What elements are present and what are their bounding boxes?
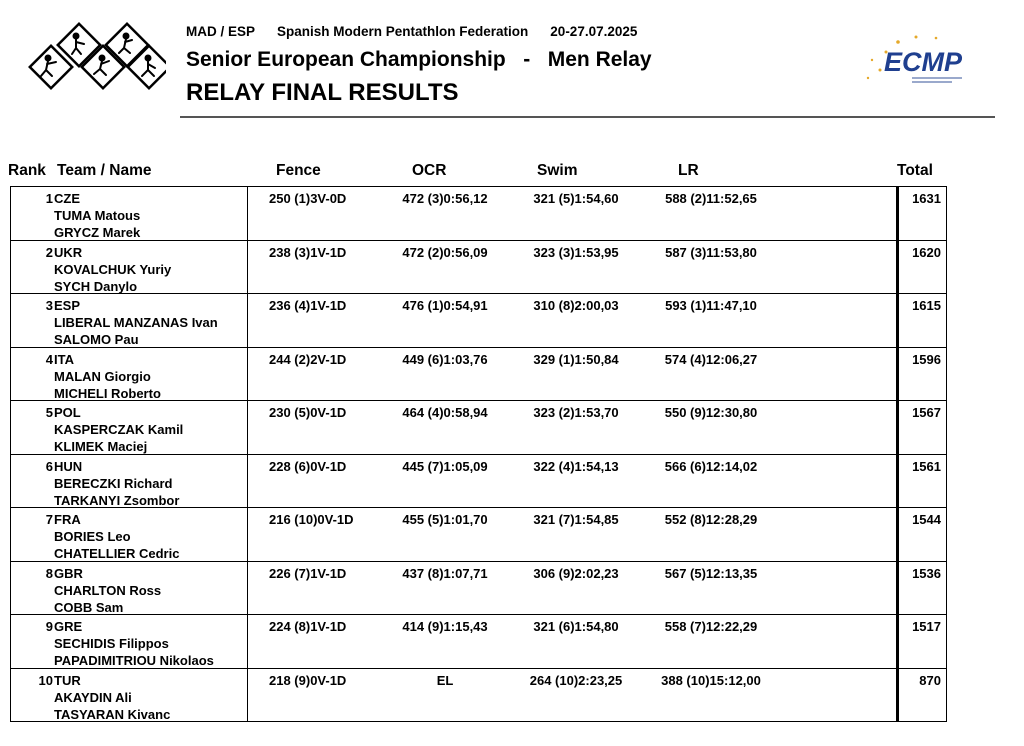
athlete-name: TUMA Matous [54, 208, 141, 223]
swim-score: 321 (6)1:54,80 [533, 619, 619, 634]
athlete-name: SECHIDIS Filippos [54, 636, 169, 651]
fence-score: 250 (1)3V-0D [269, 191, 347, 206]
lr-score: 552 (8)12:28,29 [664, 512, 758, 527]
athlete-name: KOVALCHUK Yuriy [54, 261, 172, 277]
swim-score: 321 (7)1:54,85 [533, 512, 619, 527]
event-separator: - [523, 48, 531, 71]
fence-score: 238 (3)1V-1D [269, 244, 347, 260]
event-category: Men Relay [547, 48, 652, 71]
location-text: MAD / ESP [186, 24, 256, 39]
athlete-name: MICHELI Roberto [54, 385, 161, 401]
event-line [186, 48, 652, 72]
lr-score: 388 (10)15:12,00 [661, 672, 761, 688]
col-fence-header: Fence [276, 162, 321, 179]
table-row [11, 668, 946, 722]
athlete-name: PAPADIMITRIOU Nikolaos [54, 653, 214, 668]
athlete-name: AKAYDIN Ali [54, 689, 132, 705]
ocr-score: 414 (9)1:15,43 [402, 619, 488, 634]
table-row [11, 614, 946, 668]
ocr-score: 445 (7)1:05,09 [402, 458, 488, 474]
athlete-name: SALOMO Pau [54, 332, 139, 347]
team-code: TUR [54, 672, 81, 688]
rank-cell: 7 [45, 512, 53, 527]
team-code: UKR [54, 244, 83, 260]
pentathlon-logo-icon [26, 22, 166, 100]
rank-cell: 6 [45, 458, 53, 474]
event-name: Senior European Championship [186, 48, 506, 71]
athlete-name: SYCH Danylo [54, 278, 138, 294]
rank-cell: 10 [38, 672, 53, 688]
team-code: FRA [54, 512, 81, 527]
ocr-score: 449 (6)1:03,76 [402, 351, 488, 367]
lr-score: 588 (2)11:52,65 [665, 191, 757, 206]
fence-score: 244 (2)2V-1D [269, 351, 347, 367]
table-row [11, 454, 946, 508]
athlete-name: KLIMEK Maciej [54, 439, 148, 454]
team-code: POL [54, 405, 81, 420]
col-rank-header: Rank [8, 162, 46, 179]
total-score: 1561 [912, 458, 941, 474]
lr-score: 593 (1)11:47,10 [665, 298, 757, 313]
total-score: 1596 [912, 351, 941, 367]
swim-score: 329 (1)1:50,84 [533, 351, 619, 367]
swim-score: 323 (3)1:53,95 [533, 244, 619, 260]
rank-cell: 8 [45, 565, 53, 581]
team-code: GRE [54, 619, 83, 634]
total-score: 1567 [912, 405, 941, 420]
ocr-score: 455 (5)1:01,70 [402, 512, 488, 527]
header-info-line [186, 24, 659, 39]
athlete-name: GRYCZ Marek [54, 225, 141, 240]
col-lr-header: LR [678, 162, 699, 179]
swim-score: 321 (5)1:54,60 [533, 191, 619, 206]
total-score: 1631 [912, 191, 941, 206]
total-score: 870 [919, 672, 941, 688]
header-divider [180, 116, 995, 118]
ocr-score: EL [436, 672, 454, 688]
lr-score: 558 (7)12:22,29 [664, 619, 758, 634]
fence-score: 236 (4)1V-1D [269, 298, 347, 313]
athlete-name: LIBERAL MANZANAS Ivan [54, 315, 218, 330]
athlete-name: MALAN Giorgio [54, 368, 151, 384]
dates-text: 20-27.07.2025 [550, 24, 638, 39]
fence-score: 218 (9)0V-1D [269, 672, 347, 688]
rank-cell: 3 [45, 298, 53, 313]
rank-cell: 2 [45, 244, 53, 260]
col-swim-header: Swim [537, 162, 578, 179]
athlete-name: BERECZKI Richard [54, 475, 173, 491]
lr-score: 550 (9)12:30,80 [664, 405, 758, 420]
rank-cell: 9 [45, 619, 53, 634]
total-score: 1536 [912, 565, 941, 581]
fence-score: 216 (10)0V-1D [269, 512, 354, 527]
lr-score: 587 (3)11:53,80 [665, 244, 757, 260]
total-score: 1517 [912, 619, 941, 634]
athlete-name: CHATELLIER Cedric [54, 546, 180, 561]
ecmp-logo [858, 30, 994, 92]
results-table [10, 186, 947, 722]
ocr-score: 472 (3)0:56,12 [402, 191, 488, 206]
fence-score: 230 (5)0V-1D [269, 405, 347, 420]
col-team-header: Team / Name [57, 162, 152, 179]
table-row [11, 400, 946, 454]
team-code: GBR [54, 565, 83, 581]
table-row [11, 240, 946, 294]
table-row [11, 186, 946, 240]
team-code: ESP [54, 298, 81, 313]
total-score: 1620 [912, 244, 941, 260]
swim-score: 323 (2)1:53,70 [533, 405, 619, 420]
lr-score: 566 (6)12:14,02 [664, 458, 758, 474]
table-row [11, 507, 946, 561]
federation-text: Spanish Modern Pentathlon Federation [277, 24, 529, 39]
fence-score: 226 (7)1V-1D [269, 565, 347, 581]
ocr-score: 472 (2)0:56,09 [402, 244, 488, 260]
table-row [11, 293, 946, 347]
total-score: 1615 [912, 298, 941, 313]
ocr-score: 437 (8)1:07,71 [402, 565, 488, 581]
swim-score: 264 (10)2:23,25 [529, 672, 623, 688]
rank-cell: 4 [45, 351, 53, 367]
team-code: ITA [54, 351, 74, 367]
page-title: RELAY FINAL RESULTS [186, 79, 459, 106]
swim-score: 322 (4)1:54,13 [533, 458, 619, 474]
rank-cell: 5 [45, 405, 53, 420]
ocr-score: 476 (1)0:54,91 [402, 298, 488, 313]
fence-score: 228 (6)0V-1D [269, 458, 347, 474]
team-code: HUN [54, 458, 83, 474]
athlete-name: TASYARAN Kivanc [54, 706, 171, 722]
athlete-name: KASPERCZAK Kamil [54, 422, 184, 437]
table-row [11, 347, 946, 401]
athlete-name: COBB Sam [54, 599, 124, 615]
athlete-name: BORIES Leo [54, 529, 131, 544]
ocr-score: 464 (4)0:58,94 [402, 405, 488, 420]
col-total-header: Total [897, 162, 933, 179]
ecmp-logo-text: ECMP [884, 47, 963, 77]
swim-score: 310 (8)2:00,03 [533, 298, 619, 313]
team-code: CZE [54, 191, 80, 206]
col-ocr-header: OCR [412, 162, 447, 179]
athlete-name: CHARLTON Ross [54, 582, 162, 598]
table-row [11, 561, 946, 615]
total-score: 1544 [912, 512, 941, 527]
lr-score: 574 (4)12:06,27 [664, 351, 758, 367]
lr-score: 567 (5)12:13,35 [664, 565, 758, 581]
athlete-name: TARKANYI Zsombor [54, 492, 180, 508]
swim-score: 306 (9)2:02,23 [533, 565, 619, 581]
rank-cell: 1 [45, 191, 53, 206]
fence-score: 224 (8)1V-1D [269, 619, 347, 634]
